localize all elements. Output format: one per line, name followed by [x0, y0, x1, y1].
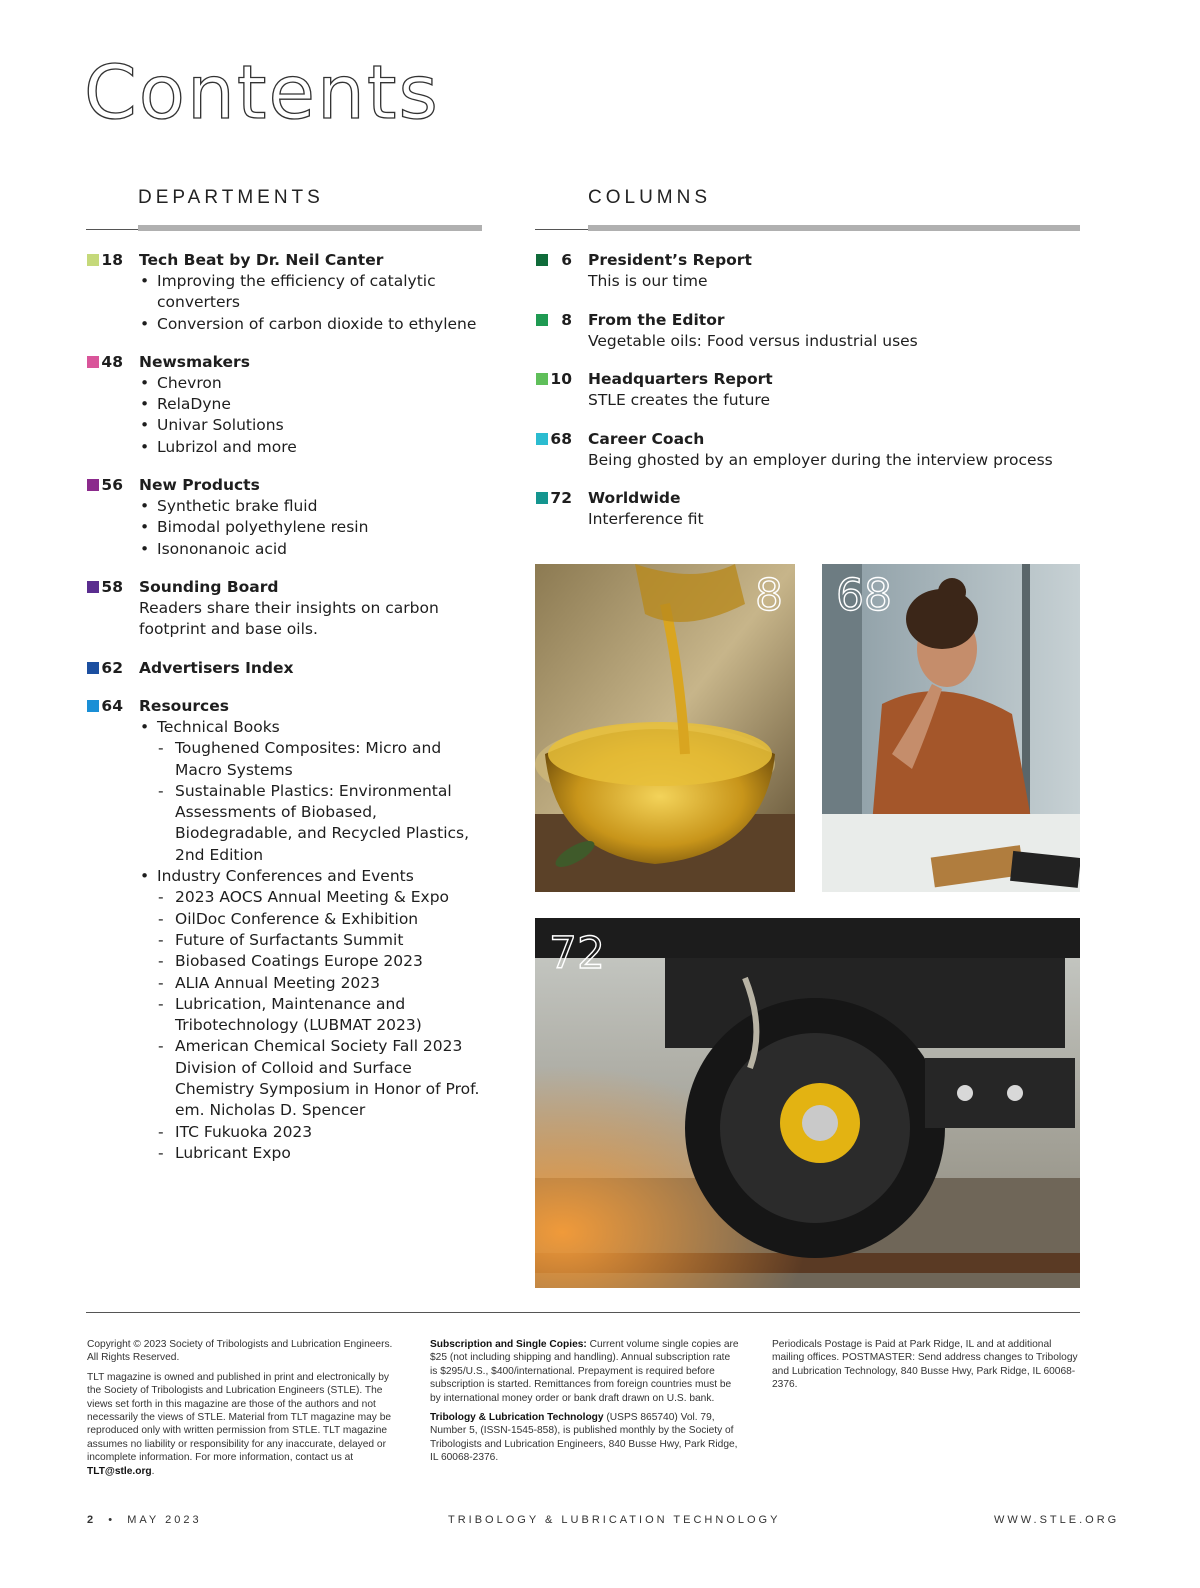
column-description: Vegetable oils: Food versus industrial uses [588, 331, 918, 350]
sub-item: - ALIA Annual Meeting 2023 [157, 973, 487, 994]
bullet-text: Chevron [157, 373, 222, 392]
column-description: STLE creates the future [588, 391, 770, 409]
sub-item: - Future of Surfactants Summit [157, 930, 487, 951]
website-link[interactable]: WWW.STLE.ORG [994, 1514, 1120, 1526]
bullet-list [139, 271, 487, 335]
page-number: 58 [101, 577, 123, 596]
departments-heading: DEPARTMENTS [138, 187, 324, 208]
bullet-item [139, 271, 487, 314]
bullet-text: Univar Solutions [157, 416, 284, 435]
subscription-text: Subscription and Single Copies: Current volume single copies are $25 (not including shipping and handling). Annual subscription rate is $295/U.S., $400/international. Prepayment is required before subscription is started. Remittances from foreign countries must be by international money order or bank draft drawn on U.S. bank. [430, 1339, 739, 1404]
sub-item: - 2023 AOCS Annual Meeting & Expo [157, 887, 487, 908]
page-number: 8 [561, 310, 572, 329]
department-title: Advertisers Index [139, 658, 294, 677]
columns-list [536, 250, 1081, 548]
column-title: Worldwide [588, 489, 681, 507]
bullet-item [139, 415, 487, 436]
page-number: 48 [101, 352, 123, 371]
copyright-text: Copyright © 2023 Society of Tribologists and Lubrication Engineers. All Rights Reserved. [87, 1339, 393, 1364]
department-title: Newsmakers [139, 352, 250, 371]
page-number: 72 [550, 489, 572, 507]
column-item[interactable] [536, 369, 1081, 412]
bullet-text: Technical Books [157, 717, 280, 736]
bullet-item [139, 394, 487, 415]
color-marker [87, 581, 99, 593]
photo-page-number: 8 [755, 570, 783, 621]
department-title: Tech Beat by Dr. Neil Canter [139, 251, 384, 269]
bullet-list [139, 373, 487, 458]
photo-woman-desk [822, 564, 1080, 892]
contact-email-link[interactable]: TLT@stle.org [87, 1465, 152, 1477]
departments-rule-accent [138, 225, 482, 231]
color-marker [536, 373, 548, 385]
department-item[interactable] [87, 250, 487, 335]
color-marker [536, 433, 548, 445]
bullet-item [139, 866, 487, 1164]
color-marker [87, 356, 99, 368]
bullet-item [139, 373, 487, 394]
color-marker [536, 492, 548, 504]
sub-item: - Toughened Composites: Micro and Macro Systems [157, 738, 487, 781]
photo-train-wheel [535, 918, 1080, 1288]
columns-heading: COLUMNS [588, 187, 712, 208]
folio-separator: • [108, 1514, 116, 1526]
bullet-item [139, 437, 487, 458]
department-item[interactable] [87, 696, 487, 1164]
footer-rule [86, 1312, 1080, 1313]
bullet-item [139, 496, 487, 517]
column-title: President’s Report [588, 251, 752, 269]
publication-text: Tribology & Lubrication Technology (USPS 865740) Vol. 79, Number 5, (ISSN-1545-858), is published monthly by the Society of Tribologists and Lubrication Engineers, 840 Busse Hwy, Park Ridge, IL 60068-2376. [430, 1412, 738, 1464]
bullet-text: RelaDyne [157, 395, 231, 414]
column-item[interactable] [536, 488, 1081, 531]
page-number: 10 [550, 370, 572, 388]
page-number: 64 [101, 696, 123, 715]
bullet-text: Conversion of carbon dioxide to ethylene [157, 314, 477, 333]
bullet-list [139, 717, 487, 1164]
bullet-item [139, 539, 487, 560]
color-marker [87, 662, 99, 674]
color-marker [536, 314, 548, 326]
department-title: New Products [139, 476, 260, 495]
color-marker [87, 700, 99, 712]
bullet-text: Lubrizol and more [157, 437, 297, 456]
sub-item: - Lubrication, Maintenance and Tribotechnology (LUBMAT 2023) [157, 994, 487, 1037]
column-description: This is our time [588, 272, 708, 290]
page-number: 62 [101, 658, 123, 677]
bullet-item [139, 717, 487, 866]
column-item[interactable] [536, 310, 1081, 353]
bullet-list [139, 496, 487, 560]
page-number: 18 [101, 251, 123, 269]
photo-page-number: 68 [836, 570, 892, 621]
page-folio [87, 1514, 202, 1526]
department-item[interactable] [87, 577, 487, 641]
page-title: Contents [84, 50, 440, 136]
sub-item: - American Chemical Society Fall 2023 Division of Colloid and Surface Chemistry Symposium in Honor of Prof. em. Nicholas D. Spencer [157, 1036, 487, 1121]
color-marker [87, 479, 99, 491]
page-number: 6 [561, 251, 572, 269]
column-description: Interference fit [588, 510, 704, 528]
bullet-item [139, 314, 487, 335]
publication-name: TRIBOLOGY & LUBRICATION TECHNOLOGY [448, 1514, 781, 1526]
department-title: Sounding Board [139, 577, 279, 596]
department-item[interactable] [87, 658, 487, 679]
sub-item: - ITC Fukuoka 2023 [157, 1122, 487, 1143]
column-item[interactable] [536, 429, 1081, 472]
photo-olive-oil [535, 564, 795, 892]
color-marker [536, 254, 548, 266]
sub-list [157, 738, 487, 866]
department-title: Resources [139, 696, 229, 715]
color-marker [87, 254, 99, 266]
footer-postage [772, 1338, 1078, 1398]
postage-text: Periodicals Postage is Paid at Park Ridge, IL and at additional mailing offices. POSTMASTER: Send address changes to Tribology and Lubrication Technology, 840 Busse Hwy, Park Ridge, IL 60068-2376. [772, 1339, 1078, 1391]
column-title: Headquarters Report [588, 370, 773, 388]
sub-item: - Lubricant Expo [157, 1143, 487, 1164]
page-number: 68 [550, 429, 572, 448]
issue-date: MAY 2023 [127, 1514, 202, 1526]
page-number: 56 [101, 476, 123, 495]
columns-rule-accent [588, 225, 1080, 231]
column-title: Career Coach [588, 429, 705, 448]
footer-copyright [87, 1338, 399, 1484]
page-number: 2 [87, 1514, 97, 1526]
department-item[interactable] [87, 352, 487, 458]
bullet-text: Synthetic brake fluid [157, 497, 318, 516]
footer-subscription [430, 1338, 740, 1471]
bullet-text: Bimodal polyethylene resin [157, 518, 369, 537]
publisher-text: TLT magazine is owned and published in print and electronically by the Society of Tribologists and Lubrication Engineers (STLE). The views set forth in this magazine are those of the authors and not necessarily the views of STLE. Material from TLT magazine may be reproduced only with written permission from STLE. TLT magazine assumes no liability or responsibility for any inaccurate, delayed or incomplete information. For more information, contact us at TLT@stle.org. [87, 1371, 392, 1477]
departments-list [87, 250, 487, 1181]
column-description: Being ghosted by an employer during the interview process [588, 450, 1053, 469]
bullet-text: Isononanoic acid [157, 539, 287, 558]
sub-item: - Biobased Coatings Europe 2023 [157, 951, 487, 972]
sub-item: - OilDoc Conference & Exhibition [157, 909, 487, 930]
department-item[interactable] [87, 475, 487, 560]
bullet-item [139, 517, 487, 538]
sub-list [157, 887, 487, 1164]
bullet-text: Improving the efficiency of catalytic converters [157, 272, 436, 312]
bullet-text: Industry Conferences and Events [157, 867, 414, 886]
photo-page-number: 72 [549, 928, 605, 979]
column-title: From the Editor [588, 310, 725, 329]
sub-item: - Sustainable Plastics: Environmental Assessments of Biobased, Biodegradable, and Recycled Plastics, 2nd Edition [157, 781, 487, 866]
column-item[interactable] [536, 250, 1081, 293]
department-description: Readers share their insights on carbon footprint and base oils. [139, 598, 439, 639]
